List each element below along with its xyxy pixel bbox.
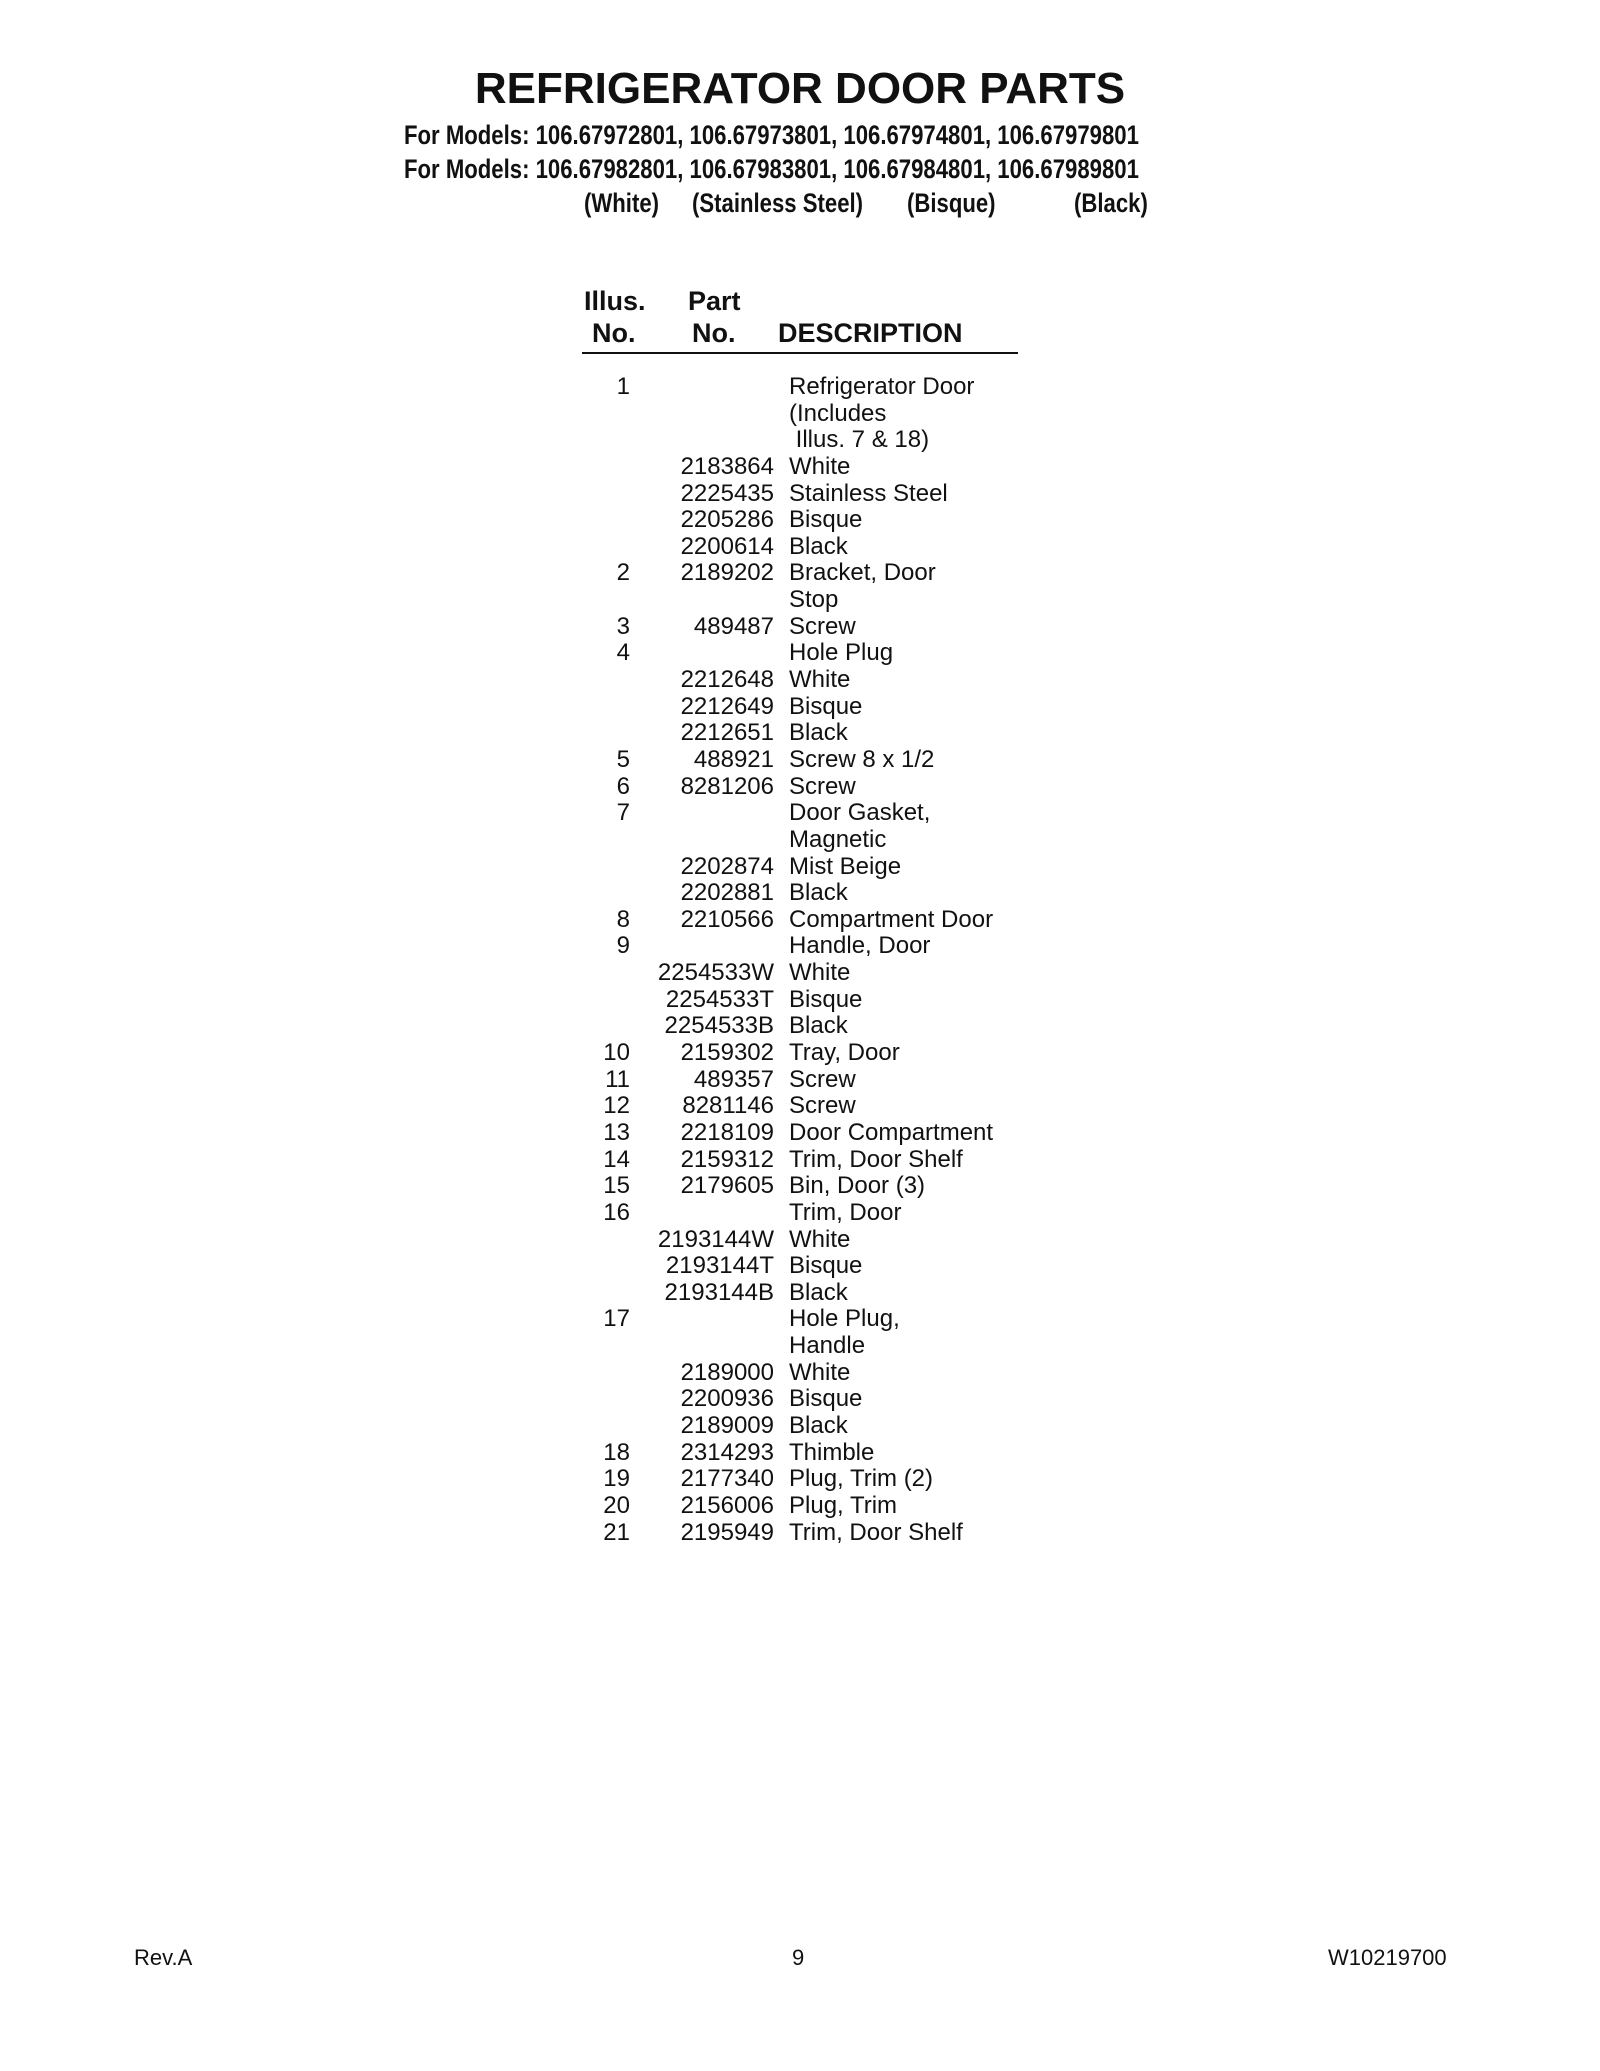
- part-number: 2202874: [680, 852, 774, 880]
- part-number: 2159302: [680, 1039, 774, 1067]
- part-number: 2212651: [680, 719, 774, 747]
- illus-number: 13: [603, 1118, 630, 1146]
- parts-row: [560, 1280, 1060, 1307]
- parts-row: [560, 614, 1060, 641]
- parts-row: [560, 987, 1060, 1014]
- part-description: Bin, Door (3): [789, 1172, 926, 1200]
- part-description: Black: [789, 879, 848, 907]
- part-description: Plug, Trim: [789, 1491, 898, 1519]
- parts-row: [560, 1466, 1060, 1493]
- part-description: Door Gasket,: [789, 799, 931, 827]
- illus-number: 7: [616, 799, 630, 827]
- part-description: White: [789, 959, 851, 987]
- part-number: 2202881: [680, 879, 774, 907]
- part-number: 2314293: [680, 1438, 774, 1466]
- part-description: Bisque: [789, 1385, 863, 1413]
- parts-row: [560, 960, 1060, 987]
- part-description: Trim, Door Shelf: [789, 1145, 963, 1173]
- part-number: 2200614: [680, 532, 774, 560]
- part-description: Trim, Door: [789, 1198, 902, 1226]
- part-number: 2183864: [680, 452, 774, 480]
- parts-row: [560, 933, 1060, 960]
- part-description: Illus. 7 & 18): [789, 426, 930, 454]
- part-description: White: [789, 1225, 851, 1253]
- parts-row: [560, 1413, 1060, 1440]
- part-description: Bisque: [789, 506, 863, 534]
- part-description: Hole Plug: [789, 639, 894, 667]
- part-number: 2156006: [680, 1491, 774, 1519]
- part-description: Trim, Door Shelf: [789, 1518, 963, 1546]
- parts-row: [560, 1333, 1060, 1360]
- illus-number: 11: [605, 1065, 630, 1093]
- parts-row: [560, 1067, 1060, 1094]
- part-number: 2210566: [680, 905, 774, 933]
- model-line: For Models: 106.67972801, 106.67973801, 106.67974801, 106.67979801: [404, 120, 1139, 150]
- parts-row: [560, 1306, 1060, 1333]
- parts-row: [560, 1440, 1060, 1467]
- column-header-part: No.: [692, 318, 736, 348]
- part-description: Thimble: [789, 1438, 875, 1466]
- parts-row: [560, 880, 1060, 907]
- parts-row: [560, 667, 1060, 694]
- illus-number: 4: [616, 639, 630, 667]
- part-number: 2200936: [680, 1385, 774, 1413]
- parts-row: [560, 827, 1060, 854]
- parts-row: [560, 427, 1060, 454]
- part-description: Stop: [789, 586, 839, 614]
- parts-row: [560, 640, 1060, 667]
- parts-row: [560, 1173, 1060, 1200]
- illus-number: 12: [603, 1092, 630, 1120]
- part-description: Screw 8 x 1/2: [789, 745, 935, 773]
- part-description: Screw: [789, 1092, 856, 1120]
- part-description: Bisque: [789, 692, 863, 720]
- illus-number: 18: [603, 1438, 630, 1466]
- parts-row: [560, 907, 1060, 934]
- parts-row: [560, 560, 1060, 587]
- parts-row: [560, 1147, 1060, 1174]
- parts-list: [560, 374, 1060, 1546]
- part-description: Screw: [789, 1065, 856, 1093]
- part-description: Black: [789, 1278, 848, 1306]
- parts-row: [560, 694, 1060, 721]
- part-number: 2254533B: [664, 1012, 774, 1040]
- parts-row: [560, 1520, 1060, 1547]
- parts-row: [560, 1386, 1060, 1413]
- parts-row: [560, 1493, 1060, 1520]
- finish-label: (Black): [1074, 188, 1148, 218]
- illus-number: 20: [603, 1491, 630, 1519]
- part-number: 2205286: [680, 506, 774, 534]
- illus-number: 2: [616, 559, 630, 587]
- page-title: REFRIGERATOR DOOR PARTS: [474, 64, 1126, 113]
- illus-number: 19: [603, 1465, 630, 1493]
- parts-row: [560, 1120, 1060, 1147]
- part-number: 2254533T: [665, 985, 774, 1013]
- document-number: W10219700: [1328, 1945, 1447, 1970]
- parts-row: [560, 587, 1060, 614]
- illus-number: 6: [616, 772, 630, 800]
- parts-row: [560, 720, 1060, 747]
- part-description: Screw: [789, 612, 856, 640]
- part-description: Mist Beige: [789, 852, 902, 880]
- header-divider: [582, 352, 1018, 354]
- part-number: 2159312: [680, 1145, 774, 1173]
- illus-number: 5: [616, 745, 630, 773]
- part-description: Bracket, Door: [789, 559, 936, 587]
- part-number: 489487: [693, 612, 774, 640]
- part-number: 2212649: [680, 692, 774, 720]
- part-number: 488921: [693, 745, 774, 773]
- parts-row: [560, 481, 1060, 508]
- part-description: Black: [789, 532, 848, 560]
- part-number: 8281206: [680, 772, 774, 800]
- part-description: Bisque: [789, 985, 863, 1013]
- parts-row: [560, 401, 1060, 428]
- part-description: Screw: [789, 772, 856, 800]
- finish-label: (Stainless Steel): [692, 188, 864, 218]
- model-line: For Models: 106.67982801, 106.67983801, 106.67984801, 106.67989801: [404, 154, 1139, 184]
- part-description: Black: [789, 1012, 848, 1040]
- finish-label: (Bisque): [907, 188, 996, 218]
- part-description: Compartment Door: [789, 905, 994, 933]
- parts-row: [560, 507, 1060, 534]
- parts-row: [560, 1253, 1060, 1280]
- part-description: White: [789, 452, 851, 480]
- part-description: Bisque: [789, 1252, 863, 1280]
- part-description: Hole Plug,: [789, 1305, 900, 1333]
- model-list: [404, 118, 1139, 186]
- part-description: Tray, Door: [789, 1039, 900, 1067]
- parts-row: [560, 1200, 1060, 1227]
- illus-number: 14: [603, 1145, 630, 1173]
- parts-row: [560, 774, 1060, 801]
- column-header-part: Part: [688, 286, 741, 316]
- illus-number: 9: [616, 932, 630, 960]
- part-description: Black: [789, 1411, 848, 1439]
- page-number: 9: [792, 1945, 805, 1970]
- illus-number: 17: [603, 1305, 630, 1333]
- part-number: 2195949: [680, 1518, 774, 1546]
- column-header-illus: Illus.: [584, 286, 646, 316]
- parts-row: [560, 454, 1060, 481]
- part-number: 2189202: [680, 559, 774, 587]
- part-number: 2193144W: [657, 1225, 774, 1253]
- illus-number: 1: [616, 373, 630, 400]
- finish-label: (White): [584, 188, 660, 218]
- part-description: Handle: [789, 1332, 866, 1360]
- part-number: 2218109: [680, 1118, 774, 1146]
- part-number: 2225435: [680, 479, 774, 507]
- part-number: 2193144B: [664, 1278, 774, 1306]
- parts-row: [560, 854, 1060, 881]
- part-description: Plug, Trim (2): [789, 1465, 934, 1493]
- illus-number: 15: [603, 1172, 630, 1200]
- parts-row: [560, 374, 1060, 401]
- part-number: 8281146: [682, 1092, 774, 1120]
- column-header-illus: No.: [592, 318, 636, 348]
- finish-labels: [0, 186, 1148, 220]
- part-description: White: [789, 1358, 851, 1386]
- part-description: White: [789, 666, 851, 694]
- parts-row: [560, 1360, 1060, 1387]
- illus-number: 16: [603, 1198, 630, 1226]
- part-number: 489357: [693, 1065, 774, 1093]
- parts-row: [560, 1227, 1060, 1254]
- revision-label: Rev.A: [134, 1945, 193, 1970]
- column-header-description: DESCRIPTION: [778, 318, 963, 348]
- part-number: 2189009: [680, 1411, 774, 1439]
- parts-row: [560, 1040, 1060, 1067]
- parts-row: [560, 747, 1060, 774]
- illus-number: 8: [616, 905, 630, 933]
- part-description: Magnetic: [789, 825, 887, 853]
- illus-number: 10: [603, 1039, 630, 1067]
- part-number: 2212648: [680, 666, 774, 694]
- part-description: Handle, Door: [789, 932, 931, 960]
- illus-number: 21: [603, 1518, 630, 1546]
- part-number: 2254533W: [657, 959, 774, 987]
- parts-row: [560, 534, 1060, 561]
- part-description: Black: [789, 719, 848, 747]
- part-description: Door Compartment: [789, 1118, 994, 1146]
- part-description: Stainless Steel: [789, 479, 948, 507]
- parts-row: [560, 1093, 1060, 1120]
- part-number: 2179605: [680, 1172, 774, 1200]
- illus-number: 3: [616, 612, 630, 640]
- part-description: Refrigerator Door: [789, 373, 975, 400]
- parts-row: [560, 1013, 1060, 1040]
- parts-row: [560, 800, 1060, 827]
- part-description: (Includes: [789, 399, 887, 427]
- part-number: 2189000: [680, 1358, 774, 1386]
- part-number: 2177340: [680, 1465, 774, 1493]
- part-number: 2193144T: [665, 1252, 774, 1280]
